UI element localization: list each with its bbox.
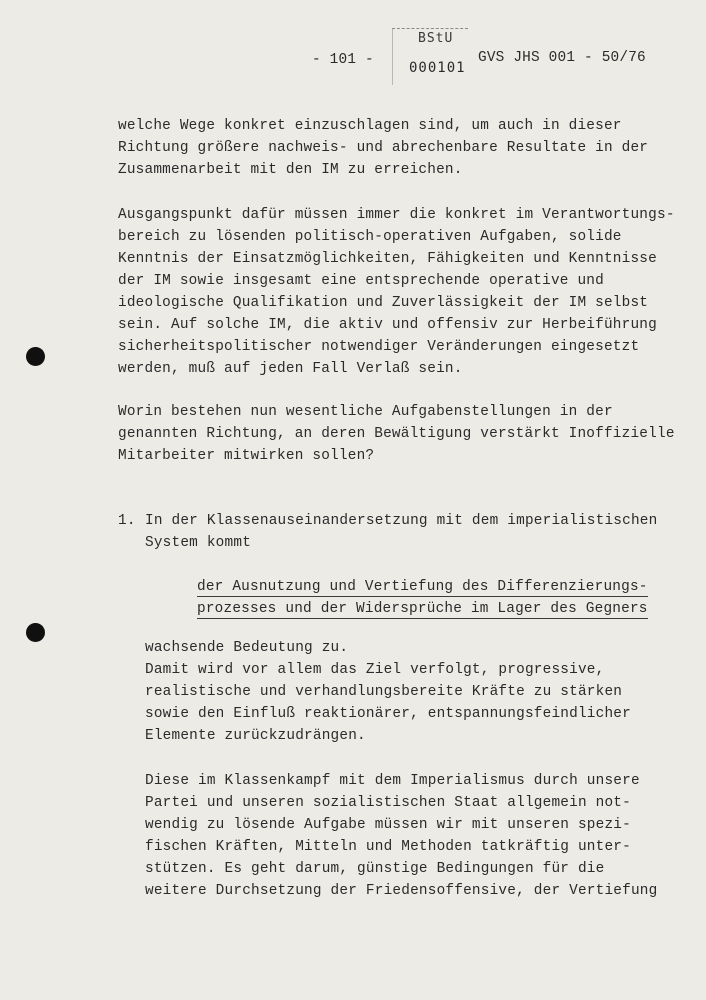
text-line: Damit wird vor allem das Ziel verfolgt, progressive,: [145, 662, 605, 678]
list-number: 1.: [118, 513, 136, 529]
text-line: Mitarbeiter mitwirken sollen?: [118, 448, 375, 464]
text-line: sein. Auf solche IM, die aktiv und offensiv zur Herbeiführung: [118, 317, 657, 333]
text-line: bereich zu lösenden politisch-operativen Aufgaben, solide: [118, 229, 622, 245]
text-line: Diese im Klassenkampf mit dem Imperialismus durch unsere: [145, 773, 640, 789]
text-line: Worin bestehen nun wesentliche Aufgabenstellungen in der: [118, 404, 613, 420]
text-line: sowie den Einfluß reaktionärer, entspannungsfeindlicher: [145, 706, 631, 722]
text-line: Richtung größere nachweis- und abrechenbare Resultate in der: [118, 140, 649, 156]
text-line: wendig zu lösende Aufgabe müssen wir mit unseren spezi-: [145, 817, 631, 833]
text-line: Kenntnis der Einsatzmöglichkeiten, Fähigkeiten und Kenntnisse: [118, 251, 657, 267]
punch-hole-top: [26, 347, 45, 366]
text-line: System kommt: [145, 535, 252, 551]
text-line: welche Wege konkret einzuschlagen sind, um auch in dieser: [118, 118, 622, 134]
underlined-text: prozesses und der Widersprüche im Lager des Gegners: [197, 601, 648, 617]
stamp-label: BStU: [418, 31, 454, 46]
stamp-divider: [392, 29, 393, 85]
underlined-text: der Ausnutzung und Vertiefung des Differenzierungs-: [197, 579, 648, 595]
text-line: Elemente zurückzudrängen.: [145, 728, 366, 744]
text-line: der IM sowie insgesamt eine entsprechende operative und: [118, 273, 604, 289]
text-line: stützen. Es geht darum, günstige Bedingungen für die: [145, 861, 605, 877]
text-line: In der Klassenauseinandersetzung mit dem imperialistischen: [145, 513, 658, 529]
text-line: Zusammenarbeit mit den IM zu erreichen.: [118, 162, 463, 178]
emphasis-line: [197, 598, 648, 620]
text-line: realistische und verhandlungsbereite Kräfte zu stärken: [145, 684, 623, 700]
stamp-number: 000101: [409, 60, 466, 76]
text-line: Ausgangspunkt dafür müssen immer die konkret im Verantwortungs-: [118, 207, 675, 223]
page-number: - 101 -: [312, 52, 374, 68]
text-line: weitere Durchsetzung der Friedensoffensive, der Vertiefung: [145, 883, 658, 899]
text-line: genannten Richtung, an deren Bewältigung verstärkt Inoffizielle: [118, 426, 675, 442]
text-line: fischen Kräften, Mitteln und Methoden tatkräftig unter-: [145, 839, 631, 855]
text-line: ideologische Qualifikation und Zuverlässigkeit der IM selbst: [118, 295, 649, 311]
punch-hole-bottom: [26, 623, 45, 642]
text-line: Partei und unseren sozialistischen Staat allgemein not-: [145, 795, 631, 811]
emphasis-line: [197, 576, 648, 598]
archive-stamp: [392, 28, 468, 85]
text-line: werden, muß auf jeden Fall Verlaß sein.: [118, 361, 463, 377]
document-reference: GVS JHS 001 - 50/76: [478, 50, 646, 66]
text-line: sicherheitspolitischer notwendiger Veränderungen eingesetzt: [118, 339, 640, 355]
text-line: wachsende Bedeutung zu.: [145, 640, 349, 656]
